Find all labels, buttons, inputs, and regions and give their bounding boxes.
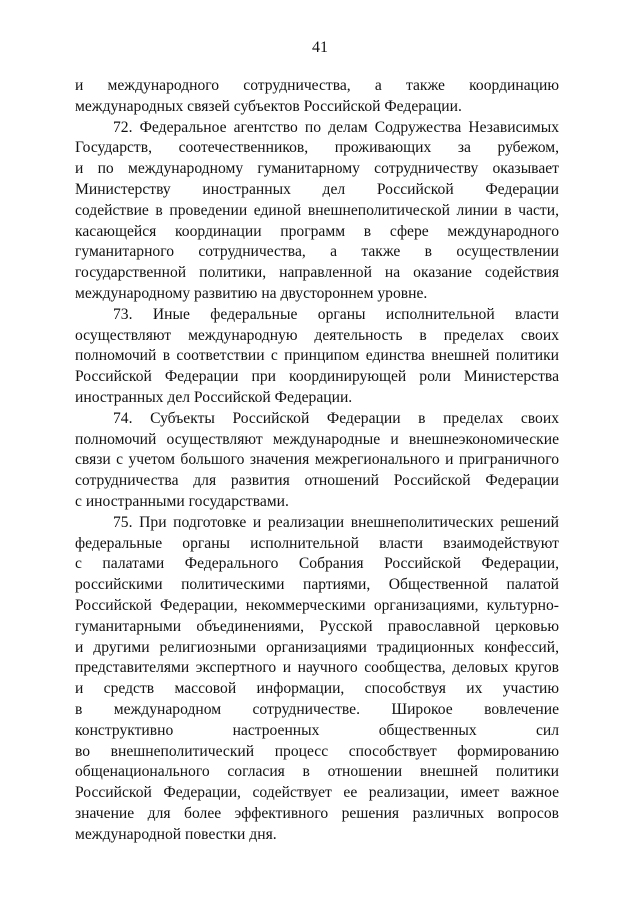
text-line: Министерству иностранных дел Российской Федерации [75,180,559,198]
text-line: 73. Иные федеральные органы исполнительной власти [113,305,559,323]
text-line: российскими политическими партиями, Общественной палатой [75,576,559,594]
text-line: представителями экспертного и научного сообщества, деловых кругов [75,659,559,677]
text-line: 72. Федеральное агентство по делам Содружества Независимых [113,118,559,136]
text-line: Российской Федерации, некоммерческими организациями, культурно- [75,596,559,614]
text-line: Государств, соотечественников, проживающих за рубежом, [75,139,559,157]
paragraph-75 [75,513,559,846]
text-line: международному развитию на двустороннем уровне. [75,284,428,302]
paragraph-continuation [75,76,559,118]
text-line: полномочий осуществляют международные и внешнеэкономические [75,430,559,448]
text-line: и международного сотрудничества, а также координацию [75,77,559,94]
document-body [75,76,559,845]
text-line: сотрудничества для развития отношений Российской Федерации [75,472,559,490]
text-line: и другими религиозными организациями традиционных конфессий, [75,638,559,656]
text-line: значение для более эффективного решения различных вопросов [75,804,559,822]
text-line: гуманитарного сотрудничества, а также в осуществлении [75,243,559,261]
text-line: Российской Федерации при координирующей роли Министерства [75,368,559,386]
text-line: касающейся координации программ в сфере международного [75,222,559,240]
text-line: международных связей субъектов Российской Федерации. [75,97,462,115]
text-line: Российской Федерации, содействует ее реализации, имеет важное [75,784,559,802]
text-line: 74. Субъекты Российской Федерации в пределах своих [113,409,559,427]
text-line: конструктивно настроенных общественных сил [75,721,559,739]
text-line: и средств массовой информации, способствуя их участию [75,680,559,698]
text-line: федеральные органы исполнительной власти взаимодействуют [75,534,559,552]
text-line: иностранных дел Российской Федерации. [75,388,353,406]
text-line: связи с учетом большого значения межрегионального и приграничного [75,451,559,469]
text-line: содействие в проведении единой внешнеполитической линии в части, [75,201,559,219]
text-line: с иностранными государствами. [75,492,289,510]
paragraph-73 [75,305,559,409]
text-line: 75. При подготовке и реализации внешнеполитических решений [113,513,559,531]
paragraph-74 [75,409,559,513]
text-line: государственной политики, направленной на оказание содействия [75,264,559,282]
text-line: общенационального согласия в отношении внешней политики [75,763,559,781]
text-line: осуществляют международную деятельность в пределах своих [75,326,559,344]
text-line: с палатами Федерального Собрания Российской Федерации, [75,555,559,573]
text-line: международной повестки дня. [75,825,277,843]
page-number: 41 [312,39,328,56]
text-line: полномочий в соответствии с принципом единства внешней политики [75,347,559,365]
text-line: в международном сотрудничестве. Широкое вовлечение [75,700,559,718]
text-line: гуманитарными объединениями, Русской православной церковью [75,617,559,635]
text-line: и по международному гуманитарному сотрудничеству оказывает [75,160,559,178]
text-line: во внешнеполитический процесс способствует формированию [75,742,559,760]
paragraph-72 [75,118,559,305]
